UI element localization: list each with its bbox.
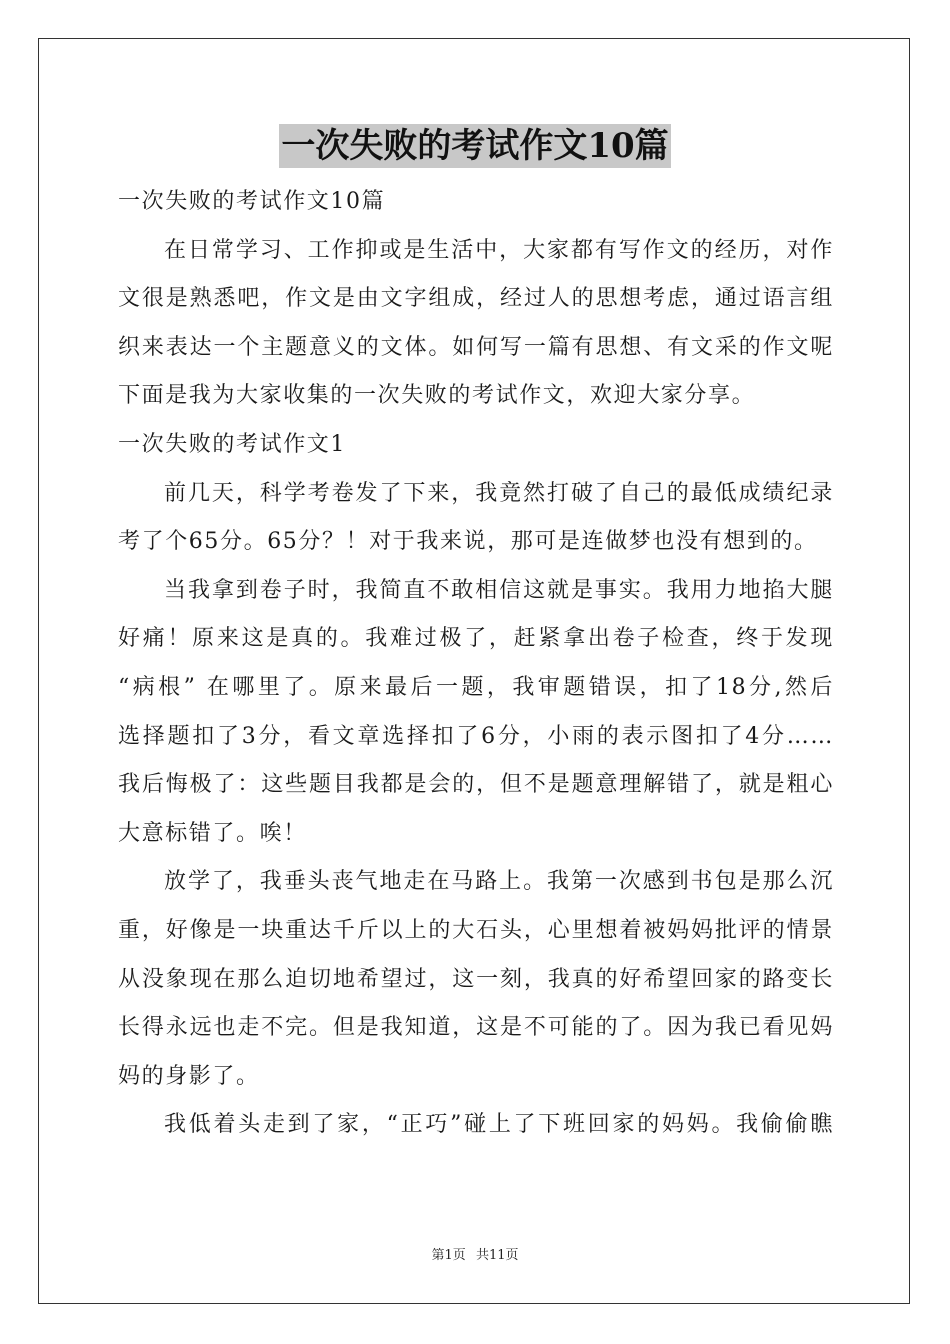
text-line: 织来表达一个主题意义的文体。如何写一篇有思想、有文采的作文呢 bbox=[118, 334, 834, 360]
text-line: 前几天，科学考卷发了下来，我竟然打破了自己的最低成绩纪录 bbox=[164, 480, 834, 506]
text-line: 妈的身影了。 bbox=[118, 1063, 260, 1089]
text-line: 我后悔极了：这些题目我都是会的，但不是题意理解错了，就是粗心 bbox=[118, 772, 834, 798]
text-line: 考了个65分。65分？！对于我来说，那可是连做梦也没有想到的。 bbox=[118, 529, 818, 555]
text-line: 一次失败的考试作文1 bbox=[118, 431, 346, 457]
text-line: 我低着头走到了家，“正巧”碰上了下班回家的妈妈。我偷偷瞧 bbox=[164, 1112, 834, 1138]
page-number: 第1页 bbox=[431, 1248, 466, 1263]
text-line: 长得永远也走不完。但是我知道，这是不可能的了。因为我已看见妈 bbox=[118, 1015, 834, 1041]
document-title: 一次失败的考试作文10篇 bbox=[281, 126, 669, 166]
title-container bbox=[0, 124, 950, 168]
text-line: 下面是我为大家收集的一次失败的考试作文，欢迎大家分享。 bbox=[118, 383, 756, 409]
text-line: 文很是熟悉吧，作文是由文字组成，经过人的思想考虑，通过语言组 bbox=[118, 286, 834, 312]
page-footer bbox=[0, 1246, 950, 1266]
text-line: 大意标错了。唉！ bbox=[118, 820, 307, 846]
text-line: 好痛！原来这是真的。我难过极了，赶紧拿出卷子检查，终于发现 bbox=[118, 626, 834, 652]
text-line: 重，好像是一块重达千斤以上的大石头，心里想着被妈妈批评的情景 bbox=[118, 917, 834, 943]
text-line: 选择题扣了3分，看文章选择扣了6分，小雨的表示图扣了4分…… bbox=[118, 723, 834, 749]
document-body bbox=[118, 178, 834, 1150]
text-line: 在日常学习、工作抑或是生活中，大家都有写作文的经历，对作 bbox=[164, 237, 834, 263]
text-line: 放学了，我垂头丧气地走在马路上。我第一次感到书包是那么沉 bbox=[164, 869, 834, 895]
text-line: 一次失败的考试作文10篇 bbox=[118, 189, 386, 214]
text-line: “病根” 在哪里了。原来最后一题，我审题错误，扣了18分,然后 bbox=[118, 674, 834, 700]
page-total: 共11页 bbox=[475, 1248, 519, 1263]
text-line: 当我拿到卷子时，我简直不敢相信这就是事实。我用力地掐大腿 bbox=[164, 577, 834, 603]
text-line: 从没象现在那么迫切地希望过，这一刻，我真的好希望回家的路变长 bbox=[118, 966, 834, 992]
